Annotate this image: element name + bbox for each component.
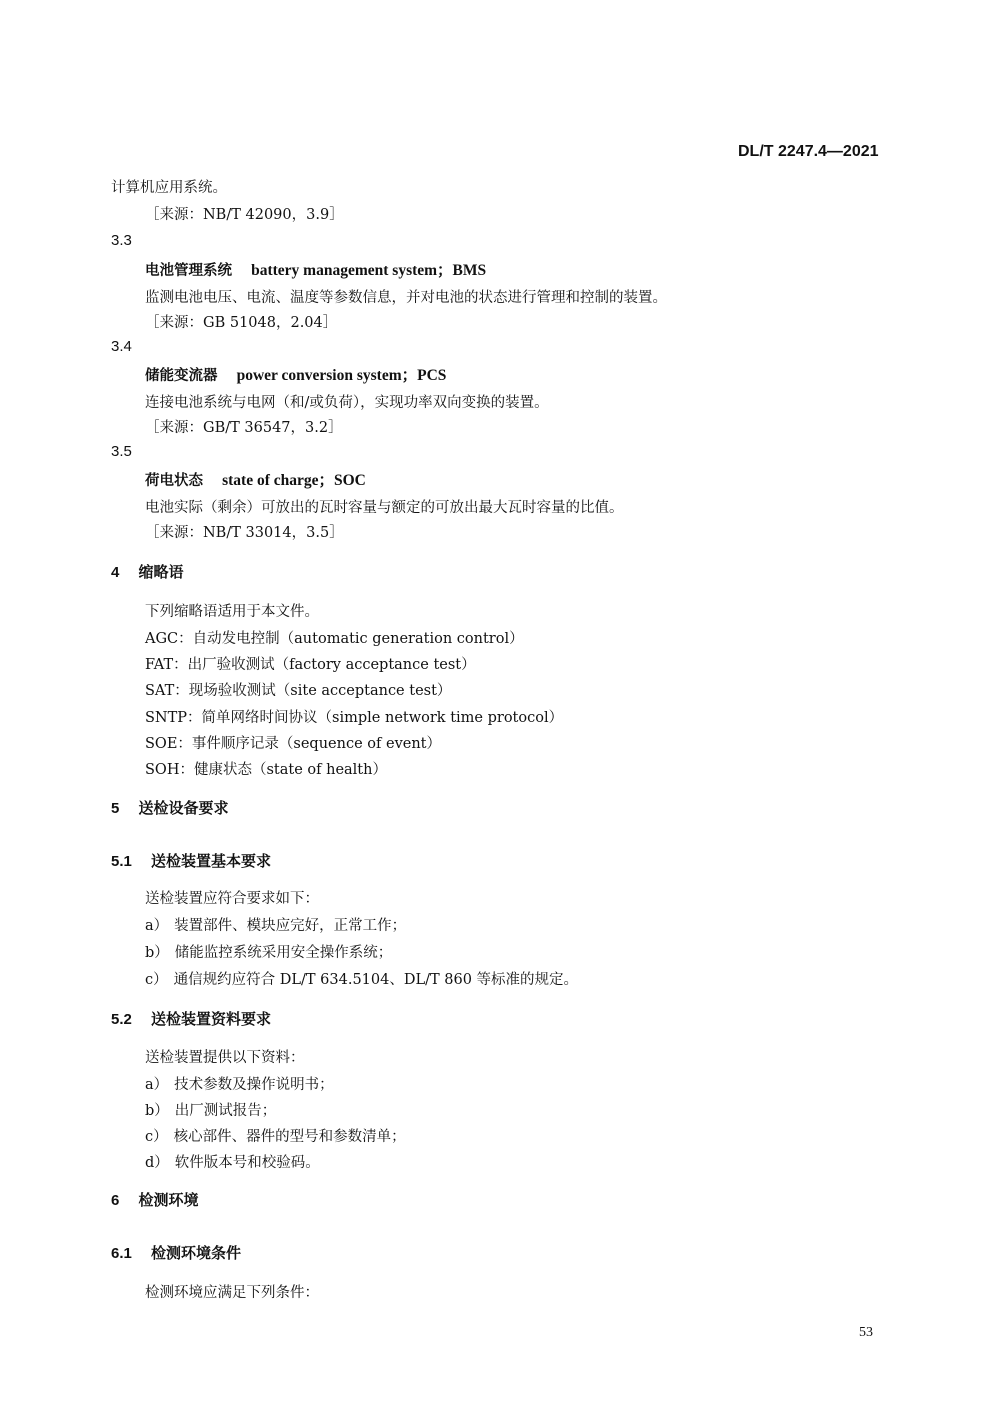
list-item xyxy=(145,1099,276,1120)
list-item xyxy=(145,914,406,935)
source-note: ［来源：GB 51048，2.04］ xyxy=(145,315,338,331)
list-item xyxy=(145,941,392,962)
section-heading xyxy=(111,797,228,818)
list-item-label: c） xyxy=(145,972,168,988)
list-item-text: 技术参数及操作说明书； xyxy=(174,1077,334,1093)
section-title: 缩略语 xyxy=(138,563,184,581)
term-chinese: 荷电状态 xyxy=(145,473,203,489)
section-number: 4 xyxy=(111,564,120,581)
list-item-text: 软件版本号和校验码。 xyxy=(174,1155,320,1171)
term-heading xyxy=(145,468,366,490)
source-note: ［来源：NB/T 33014，3.5］ xyxy=(145,525,344,541)
list-item-label: d） xyxy=(145,1155,169,1171)
document-id: DL/T 2247.4—2021 xyxy=(738,143,879,160)
section-number: 5 xyxy=(111,800,120,817)
abbreviation-item: SOE：事件顺序记录（sequence of event） xyxy=(145,736,442,752)
term-definition: 连接电池系统与电网（和/或负荷），实现功率双向变换的装置。 xyxy=(145,395,549,411)
abbreviation-item: SOH：健康状态（state of health） xyxy=(145,762,387,778)
section-number: 6 xyxy=(111,1192,120,1209)
list-item-text: 核心部件、器件的型号和参数清单； xyxy=(173,1129,406,1145)
term-heading xyxy=(145,258,486,280)
abbreviation-item: AGC：自动发电控制（automatic generation control） xyxy=(145,631,524,647)
term-definition: 监测电池电压、电流、温度等参数信息，并对电池的状态进行管理和控制的装置。 xyxy=(145,290,667,306)
abbreviation-item: SNTP：简单网络时间协议（simple network time protocol） xyxy=(145,710,564,726)
list-item-text: 通信规约应符合 DL/T 634.5104、DL/T 860 等标准的规定。 xyxy=(173,972,579,988)
subsection-heading xyxy=(111,850,271,871)
list-item-label: b） xyxy=(145,1103,169,1119)
list-item-label: b） xyxy=(145,945,169,961)
term-english: state of charge；SOC xyxy=(222,472,366,489)
section-intro: 下列缩略语适用于本文件。 xyxy=(145,604,319,620)
section-heading xyxy=(111,561,183,582)
abbreviation-item: SAT：现场验收测试（site acceptance test） xyxy=(145,683,452,699)
list-item-text: 出厂测试报告； xyxy=(174,1103,277,1119)
term-english: battery management system；BMS xyxy=(251,262,487,279)
subsection-number: 5.2 xyxy=(111,1011,132,1028)
subsection-title: 送检装置基本要求 xyxy=(150,852,271,870)
section-title: 送检设备要求 xyxy=(138,799,229,817)
subsection-intro: 检测环境应满足下列条件： xyxy=(145,1285,319,1301)
list-item-text: 储能监控系统采用安全操作系统； xyxy=(174,945,393,961)
section-heading xyxy=(111,1189,198,1210)
list-item-label: c） xyxy=(145,1129,168,1145)
clause-number: 3.3 xyxy=(111,232,132,249)
subsection-heading xyxy=(111,1008,271,1029)
list-item xyxy=(145,1125,406,1146)
continuation-text: 计算机应用系统。 xyxy=(111,180,227,196)
clause-number: 3.5 xyxy=(111,443,132,460)
term-definition: 电池实际（剩余）可放出的瓦时容量与额定的可放出最大瓦时容量的比值。 xyxy=(145,500,624,516)
section-title: 检测环境 xyxy=(138,1191,199,1209)
list-item-label: a） xyxy=(145,918,169,934)
source-note: ［来源：NB/T 42090，3.9］ xyxy=(145,207,344,223)
term-chinese: 储能变流器 xyxy=(145,368,218,384)
term-heading xyxy=(145,363,446,385)
list-item xyxy=(145,1151,320,1172)
subsection-intro: 送检装置提供以下资料： xyxy=(145,1050,305,1066)
subsection-number: 5.1 xyxy=(111,853,132,870)
term-chinese: 电池管理系统 xyxy=(145,263,232,279)
list-item xyxy=(145,968,578,989)
clause-number: 3.4 xyxy=(111,338,132,355)
subsection-intro: 送检装置应符合要求如下： xyxy=(145,891,319,907)
page-number: 53 xyxy=(859,1325,873,1340)
list-item xyxy=(145,1073,334,1094)
list-item-label: a） xyxy=(145,1077,169,1093)
list-item-text: 装置部件、模块应完好，正常工作； xyxy=(174,918,407,934)
subsection-number: 6.1 xyxy=(111,1245,132,1262)
subsection-title: 送检装置资料要求 xyxy=(150,1010,271,1028)
subsection-heading xyxy=(111,1242,241,1263)
source-note: ［来源：GB/T 36547，3.2］ xyxy=(145,420,343,436)
subsection-title: 检测环境条件 xyxy=(150,1244,241,1262)
term-english: power conversion system；PCS xyxy=(236,367,447,384)
abbreviation-item: FAT：出厂验收测试（factory acceptance test） xyxy=(145,657,476,673)
